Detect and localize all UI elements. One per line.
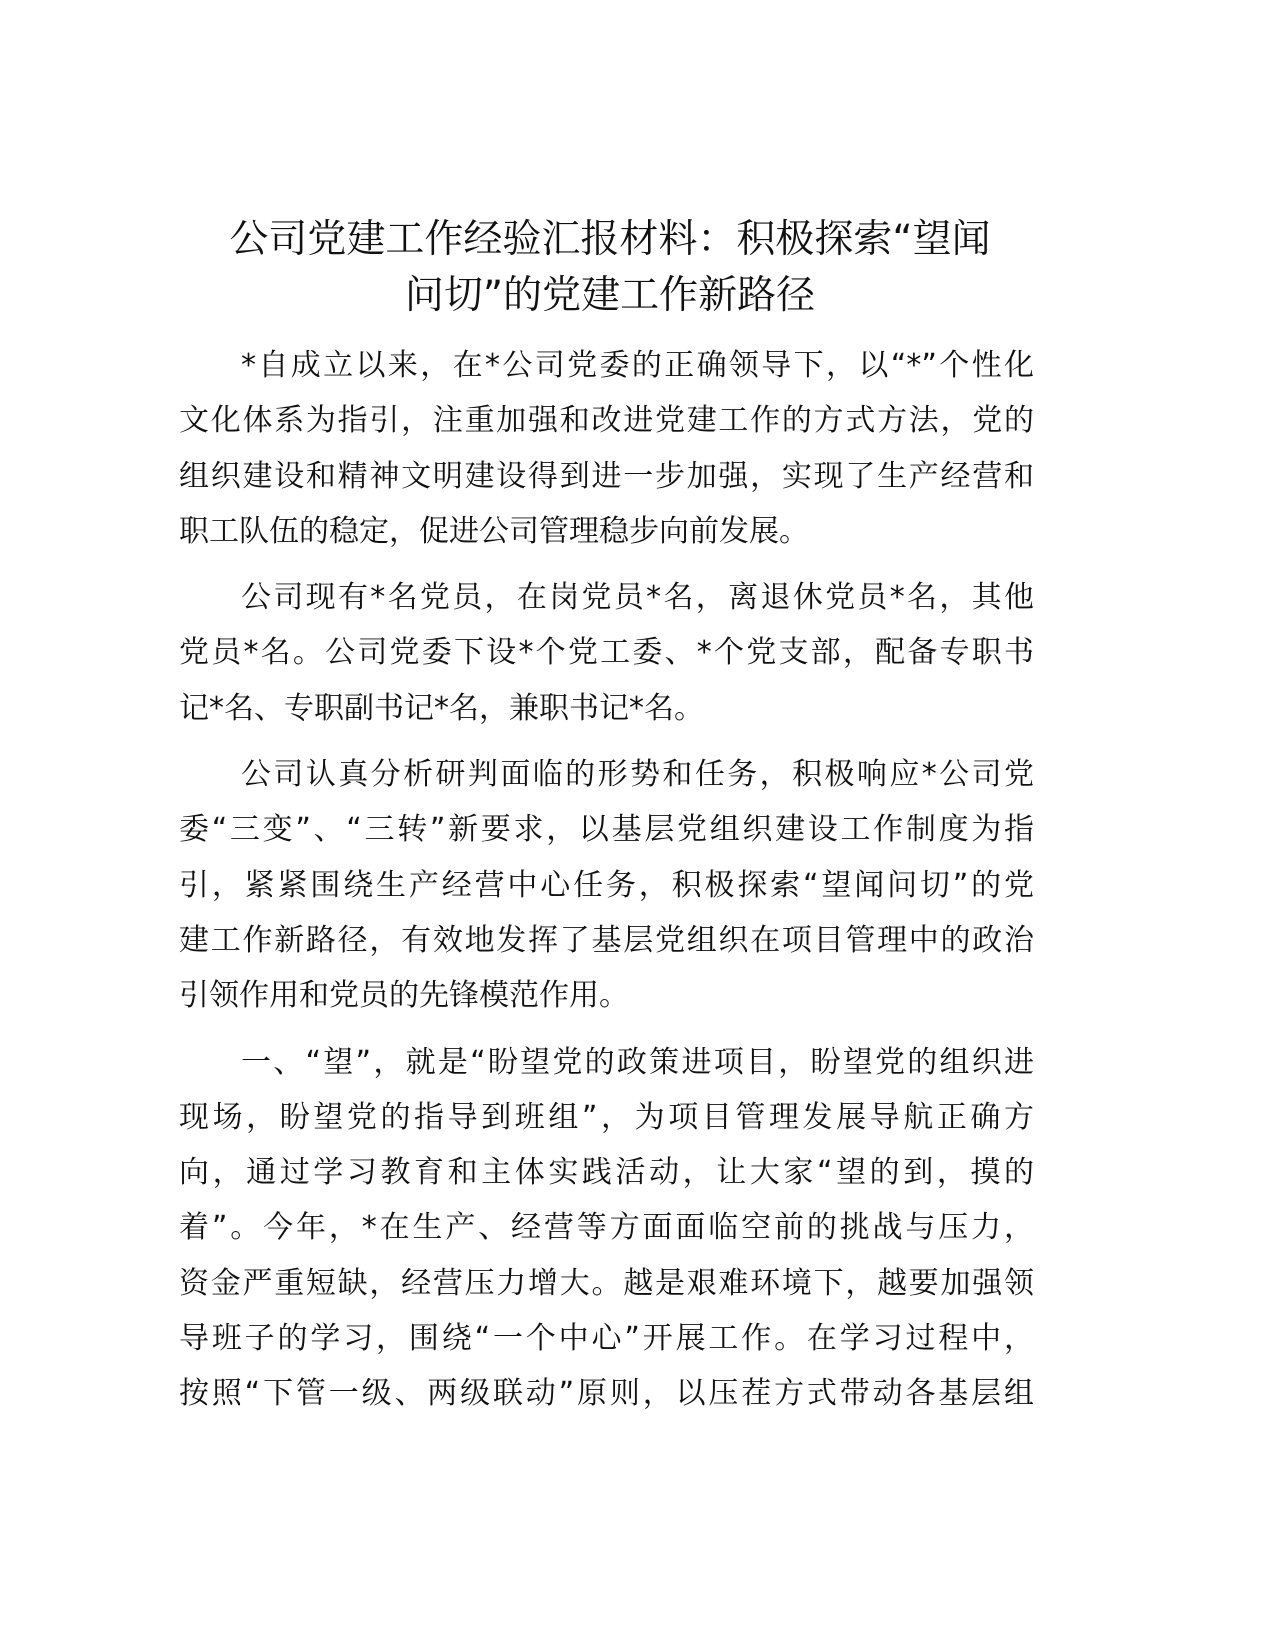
text-line: 公司现有*名党员，在岗党员*名，离退休党员*名，其他 — [241, 580, 1034, 616]
title-line: 问切”的党建工作新路径 — [404, 273, 816, 318]
text-line: 组织建设和精神文明建设得到进一步加强，实现了生产经营和 — [179, 458, 1034, 494]
paragraph — [179, 338, 1034, 559]
text-line: 引，紧紧围绕生产经营中心任务，积极探索“望闻问切”的党 — [179, 867, 1034, 903]
text-line: 现场，盼望党的指导到班组”，为项目管理发展导航正确方 — [179, 1099, 1034, 1135]
document-body — [179, 338, 1034, 1433]
text-line: 建工作新路径，有效地发挥了基层党组织在项目管理中的政治 — [179, 922, 1034, 958]
text-line: 向，通过学习教育和主体实践活动，让大家“望的到，摸的 — [179, 1155, 1034, 1191]
text-line: 按照“下管一级、两级联动”原则，以压茬方式带动各基层组 — [179, 1376, 1034, 1412]
text-line: 党员*名。公司党委下设*个党工委、*个党支部，配备专职书 — [179, 635, 1034, 671]
paragraph — [179, 570, 1034, 736]
text-line: 着”。今年，*在生产、经营等方面面临空前的挑战与压力， — [179, 1210, 1034, 1246]
text-line: 公司认真分析研判面临的形势和任务，积极响应*公司党 — [241, 757, 1034, 793]
text-line: 一、“望”，就是“盼望党的政策进项目，盼望党的组织进 — [241, 1044, 1034, 1080]
text-line: 引领作用和党员的先锋模范作用。 — [179, 978, 629, 1014]
paragraph — [179, 747, 1034, 1023]
title-line: 公司党建工作经验汇报材料：积极探索“望闻 — [229, 217, 991, 262]
text-line: 记*名、专职副书记*名，兼职书记*名。 — [179, 690, 704, 726]
document-title — [170, 212, 1050, 324]
text-line: 文化体系为指引，注重加强和改进党建工作的方式方法，党的 — [179, 403, 1034, 439]
text-line: 委“三变”、“三转”新要求，以基层党组织建设工作制度为指 — [179, 812, 1034, 848]
text-line: 资金严重短缺，经营压力增大。越是艰难环境下，越要加强领 — [179, 1265, 1034, 1301]
text-line: 导班子的学习，围绕“一个中心”开展工作。在学习过程中， — [179, 1321, 1034, 1357]
text-line: 职工队伍的稳定，促进公司管理稳步向前发展。 — [179, 513, 809, 549]
paragraph — [179, 1035, 1034, 1422]
text-line: *自成立以来，在*公司党委的正确领导下，以“*”个性化 — [241, 348, 1034, 383]
